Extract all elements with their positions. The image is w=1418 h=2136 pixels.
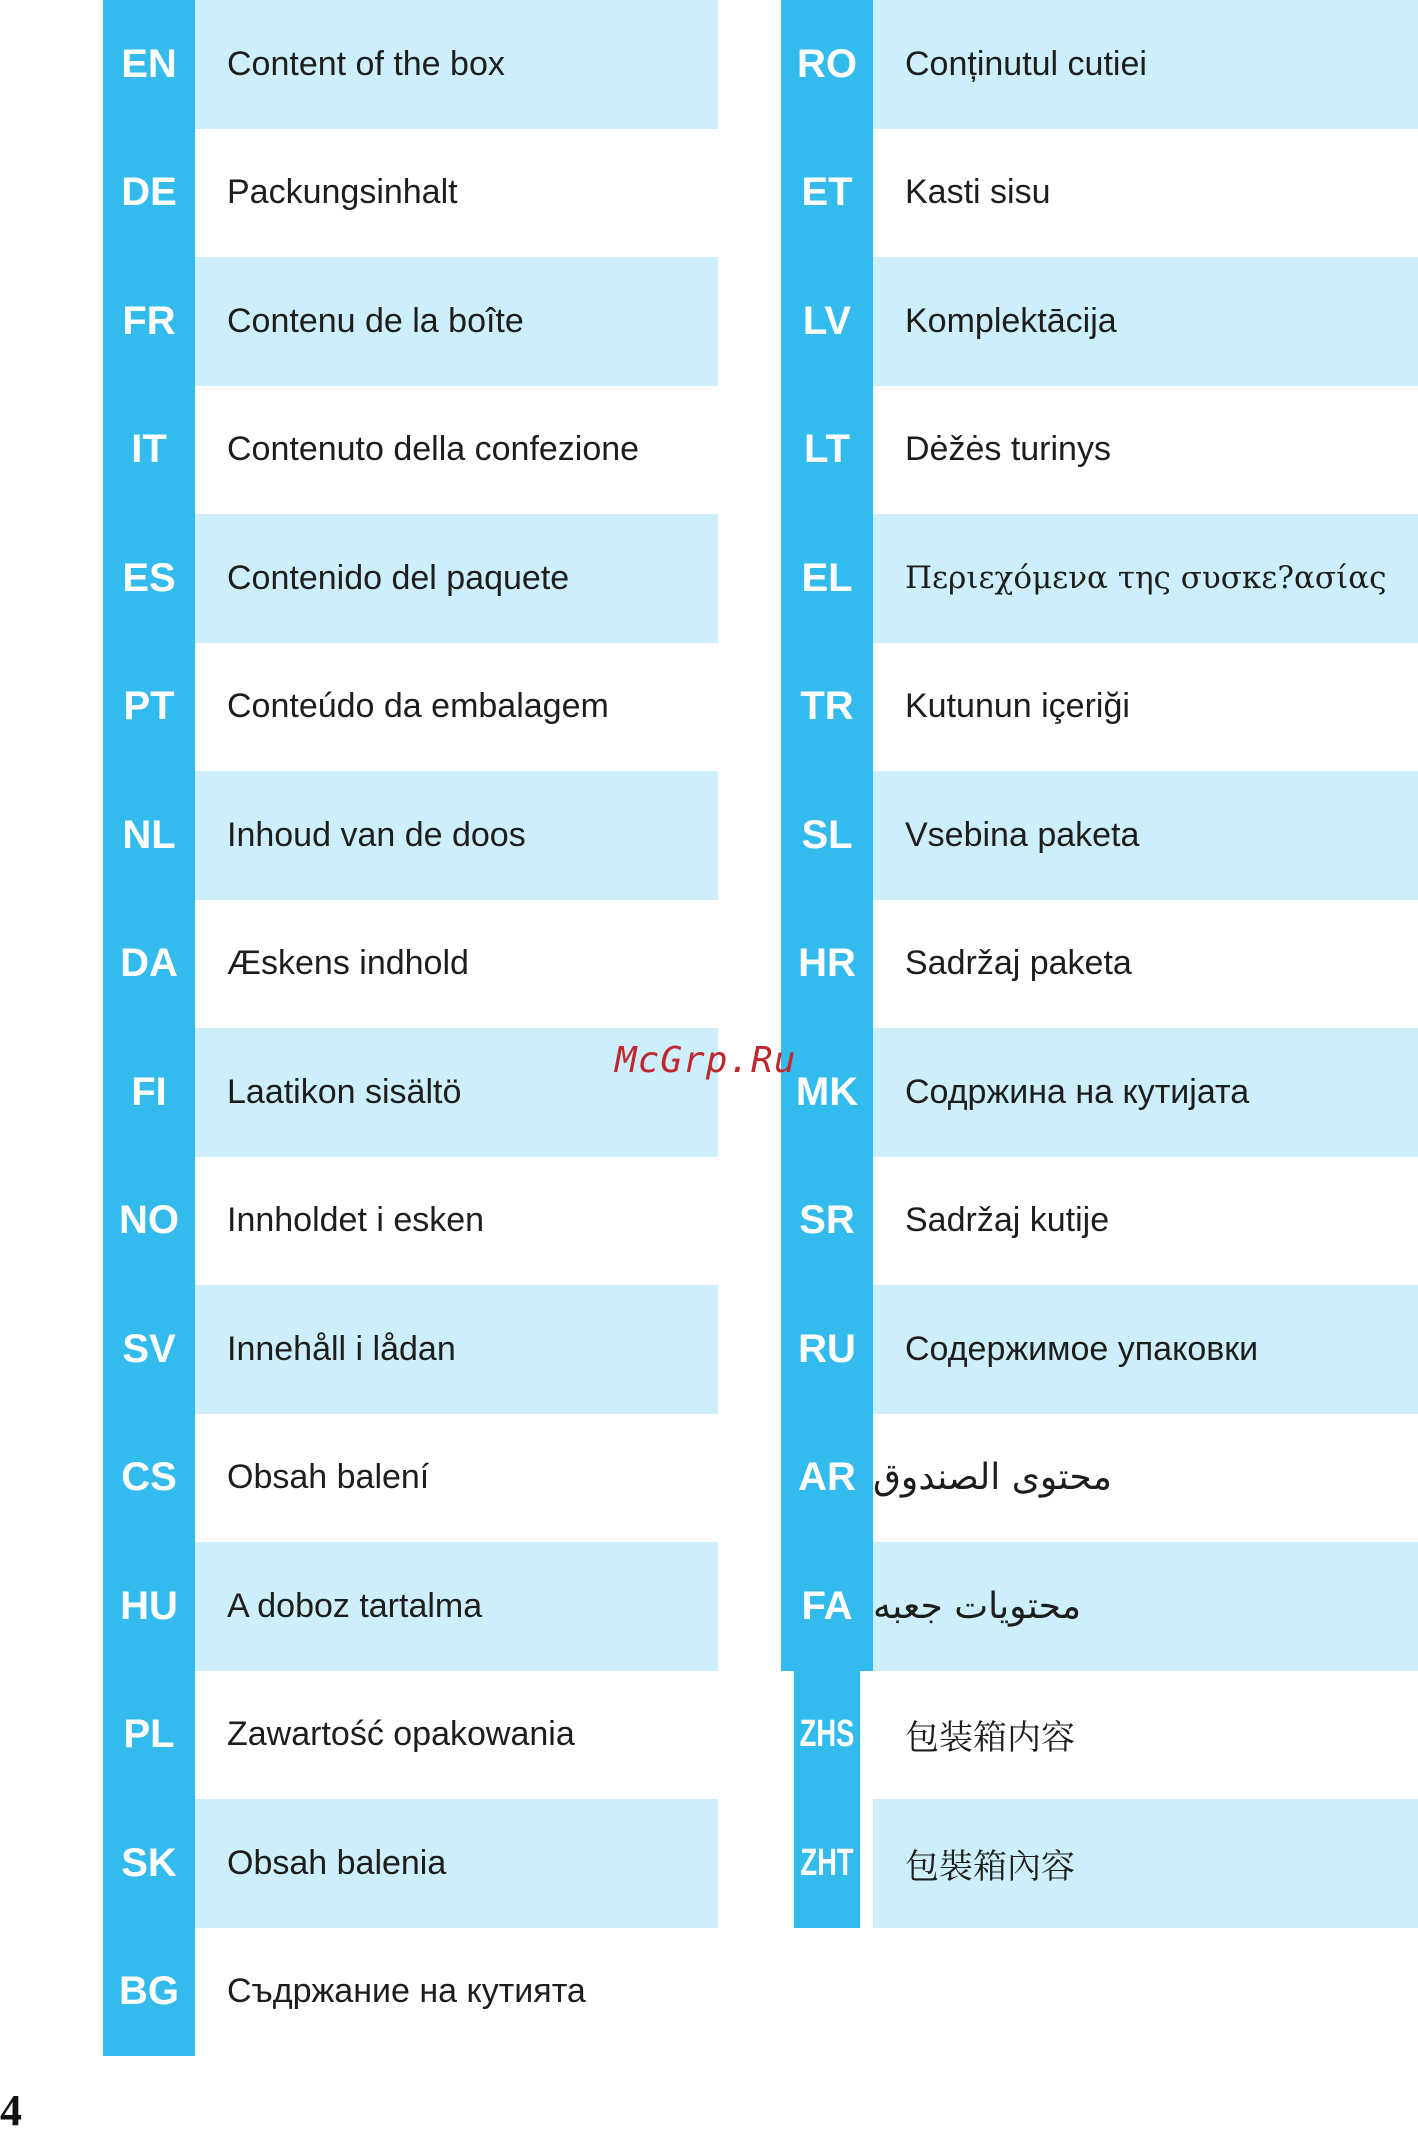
language-code: DE [103, 129, 195, 258]
language-row-nl [103, 771, 718, 900]
language-label: Inhoud van de doos [195, 771, 718, 900]
language-label: Содержимое упаковки [873, 1285, 1418, 1414]
language-row-sk [103, 1799, 718, 1928]
language-label: Содржина на кутијата [873, 1028, 1418, 1157]
language-row-zht [781, 1799, 1418, 1928]
language-label: Περιεχόμενα της συσκε?ασίας [873, 514, 1418, 643]
language-code: EN [103, 0, 195, 129]
language-label: Innholdet i esken [227, 1201, 485, 1240]
language-label: Packungsinhalt [227, 173, 458, 212]
language-code: HR [781, 900, 873, 1029]
language-code: SV [103, 1285, 195, 1414]
language-code: PT [103, 643, 195, 772]
language-label: Съдржание на кутията [227, 1972, 586, 2011]
language-row-tr [781, 643, 1418, 772]
language-code: ZHS [794, 1671, 860, 1800]
language-code: FA [781, 1542, 873, 1671]
language-code: CS [103, 1414, 195, 1543]
language-label: Contenu de la boîte [195, 257, 718, 386]
language-code: AR [781, 1414, 873, 1543]
language-row-en [103, 0, 718, 129]
language-row-fa [781, 1542, 1418, 1671]
language-label: 包装箱内容 [905, 1719, 1075, 1758]
language-row-sv [103, 1285, 718, 1414]
language-label: Dėžės turinys [905, 430, 1111, 469]
language-code: ZHT [794, 1799, 860, 1928]
language-label: Kasti sisu [905, 173, 1051, 212]
language-code: LV [781, 257, 873, 386]
language-row-cs [103, 1414, 718, 1543]
language-label: Zawartość opakowania [227, 1715, 575, 1754]
language-row-et [781, 129, 1418, 258]
language-row-de [103, 129, 718, 258]
language-label: Komplektācija [873, 257, 1418, 386]
language-row-mk [781, 1028, 1418, 1157]
language-code: SL [781, 771, 873, 900]
language-label: Conteúdo da embalagem [227, 687, 609, 726]
language-label: Æskens indhold [227, 944, 469, 983]
language-row-ar [781, 1414, 1418, 1543]
language-label: Conținutul cutiei [873, 0, 1418, 129]
language-label: Obsah balenia [195, 1799, 718, 1928]
language-label: Obsah balení [227, 1458, 430, 1497]
language-label: 包裝箱內容 [873, 1799, 1418, 1928]
language-code: MK [781, 1028, 873, 1157]
language-row-pt [103, 643, 718, 772]
language-row-lv [781, 257, 1418, 386]
language-row-ru [781, 1285, 1418, 1414]
language-code: NL [103, 771, 195, 900]
language-row-ro [781, 0, 1418, 129]
language-row-no [103, 1157, 718, 1286]
language-label: A doboz tartalma [195, 1542, 718, 1671]
language-label: Sadržaj kutije [905, 1201, 1110, 1240]
watermark: McGrp.Ru [615, 1040, 797, 1081]
language-row-zhs [781, 1671, 1418, 1800]
language-label: Laatikon sisältö [195, 1028, 718, 1157]
language-label: Sadržaj paketa [905, 944, 1132, 983]
language-row-hu [103, 1542, 718, 1671]
language-code: RO [781, 0, 873, 129]
language-code: FR [103, 257, 195, 386]
language-code: EL [781, 514, 873, 643]
language-row-it [103, 386, 718, 515]
language-code: FI [103, 1028, 195, 1157]
language-code: ET [781, 129, 873, 258]
left-language-column [103, 0, 718, 2056]
language-code: SR [781, 1157, 873, 1286]
language-row-pl [103, 1671, 718, 1800]
language-code: SK [103, 1799, 195, 1928]
language-row-bg [103, 1928, 718, 2057]
language-label: Contenuto della confezione [227, 430, 640, 469]
language-code: LT [781, 386, 873, 515]
language-label: Innehåll i lådan [195, 1285, 718, 1414]
language-row-fr [103, 257, 718, 386]
language-code: RU [781, 1285, 873, 1414]
page-number: 4 [0, 2086, 22, 2135]
language-label: محتوى الصندوق [873, 1457, 1112, 1499]
language-row-es [103, 514, 718, 643]
right-language-column [781, 0, 1418, 1928]
language-code: ES [103, 514, 195, 643]
language-label: Contenido del paquete [195, 514, 718, 643]
language-row-da [103, 900, 718, 1029]
language-row-sl [781, 771, 1418, 900]
language-code: TR [781, 643, 873, 772]
language-code: DA [103, 900, 195, 1029]
language-row-el [781, 514, 1418, 643]
language-row-sr [781, 1157, 1418, 1286]
language-row-lt [781, 386, 1418, 515]
language-row-hr [781, 900, 1418, 1029]
language-code: IT [103, 386, 195, 515]
language-code: BG [103, 1928, 195, 2057]
language-code: NO [103, 1157, 195, 1286]
language-code: PL [103, 1671, 195, 1800]
language-label: Kutunun içeriği [905, 687, 1130, 726]
language-label: Vsebina paketa [873, 771, 1418, 900]
language-code: HU [103, 1542, 195, 1671]
language-label: Content of the box [195, 0, 718, 129]
language-label: محتويات جعبه [873, 1542, 1418, 1671]
